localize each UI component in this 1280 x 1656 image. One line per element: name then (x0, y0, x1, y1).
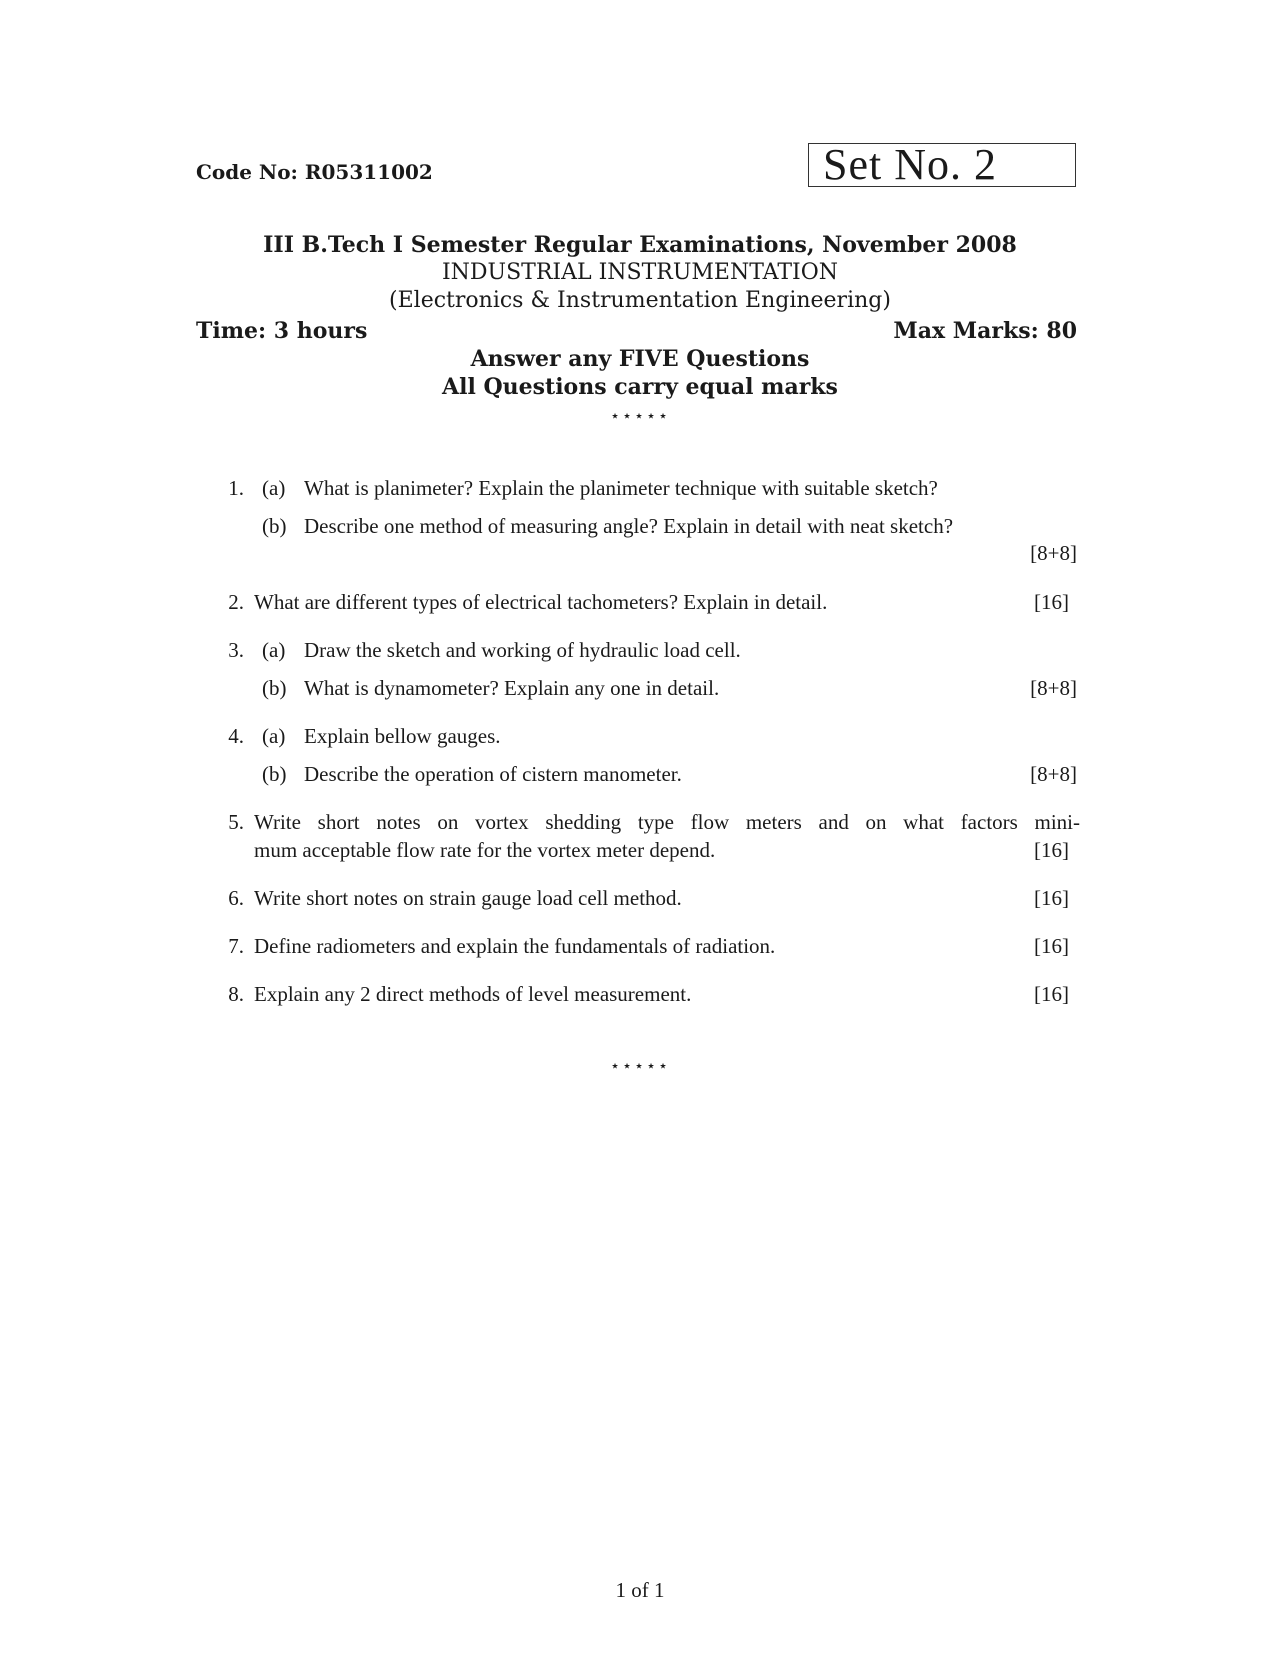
question-number: 2. (228, 590, 244, 614)
exam-title: III B.Tech I Semester Regular Examinations, November 2008 (263, 232, 1017, 258)
subject-title: INDUSTRIAL INSTRUMENTATION (441, 260, 839, 285)
question-number: 3. (228, 638, 244, 662)
question-marks: [16] (1034, 590, 1069, 614)
branch-title: (Electronics & Instrumentation Engineering) (389, 288, 891, 313)
set-number-box: Set No. 2 (808, 143, 1076, 187)
question-text: What are different types of electrical tachometers? Explain in detail. (254, 590, 828, 614)
question-number: 6. (228, 886, 244, 910)
question-number: 5. (228, 810, 244, 834)
page-number: 1 of 1 (615, 1578, 665, 1602)
subquestion-label: (b) (262, 514, 287, 538)
question-marks: [16] (1034, 982, 1069, 1006)
subquestion-label: (a) (262, 476, 286, 500)
question-marks: [8+8] (1030, 541, 1077, 565)
question-text: Write short notes on strain gauge load cell method. (254, 886, 682, 910)
subquestion-label: (b) (262, 676, 287, 700)
max-marks-label: Max Marks: 80 (893, 318, 1077, 344)
question-marks: [16] (1034, 886, 1069, 910)
question-text: Describe the operation of cistern manometer. (304, 762, 682, 786)
question-text: Explain bellow gauges. (304, 724, 501, 748)
subquestion-label: (b) (262, 762, 287, 786)
instruction-answer: Answer any FIVE Questions (470, 346, 810, 372)
time-label: Time: 3 hours (196, 318, 368, 344)
question-text: mum acceptable flow rate for the vortex meter depend. (254, 838, 716, 862)
question-marks: [16] (1034, 934, 1069, 958)
question-text: Write short notes on vortex shedding type flow meters and on what factors mini- (254, 810, 1080, 834)
question-marks: [8+8] (1030, 762, 1077, 786)
question-number: 7. (228, 934, 244, 958)
question-text: Describe one method of measuring angle? Explain in detail with neat sketch? (304, 514, 954, 538)
instruction-equal-marks: All Questions carry equal marks (442, 374, 838, 400)
header-stars: ⋆⋆⋆⋆⋆ (609, 406, 671, 425)
question-number: 1. (228, 476, 244, 500)
question-text: Explain any 2 direct methods of level measurement. (254, 982, 692, 1006)
code-number: Code No: R05311002 (196, 160, 433, 184)
subquestion-label: (a) (262, 638, 286, 662)
question-text: What is planimeter? Explain the planimeter technique with suitable sketch? (304, 476, 938, 500)
question-number: 8. (228, 982, 244, 1006)
question-marks: [8+8] (1030, 676, 1077, 700)
subquestion-label: (a) (262, 724, 286, 748)
question-number: 4. (228, 724, 244, 748)
question-text: What is dynamometer? Explain any one in detail. (304, 676, 720, 700)
question-text: Define radiometers and explain the fundamentals of radiation. (254, 934, 776, 958)
question-text: Draw the sketch and working of hydraulic load cell. (304, 638, 741, 662)
question-marks: [16] (1034, 838, 1069, 862)
end-stars: ⋆⋆⋆⋆⋆ (609, 1056, 671, 1075)
